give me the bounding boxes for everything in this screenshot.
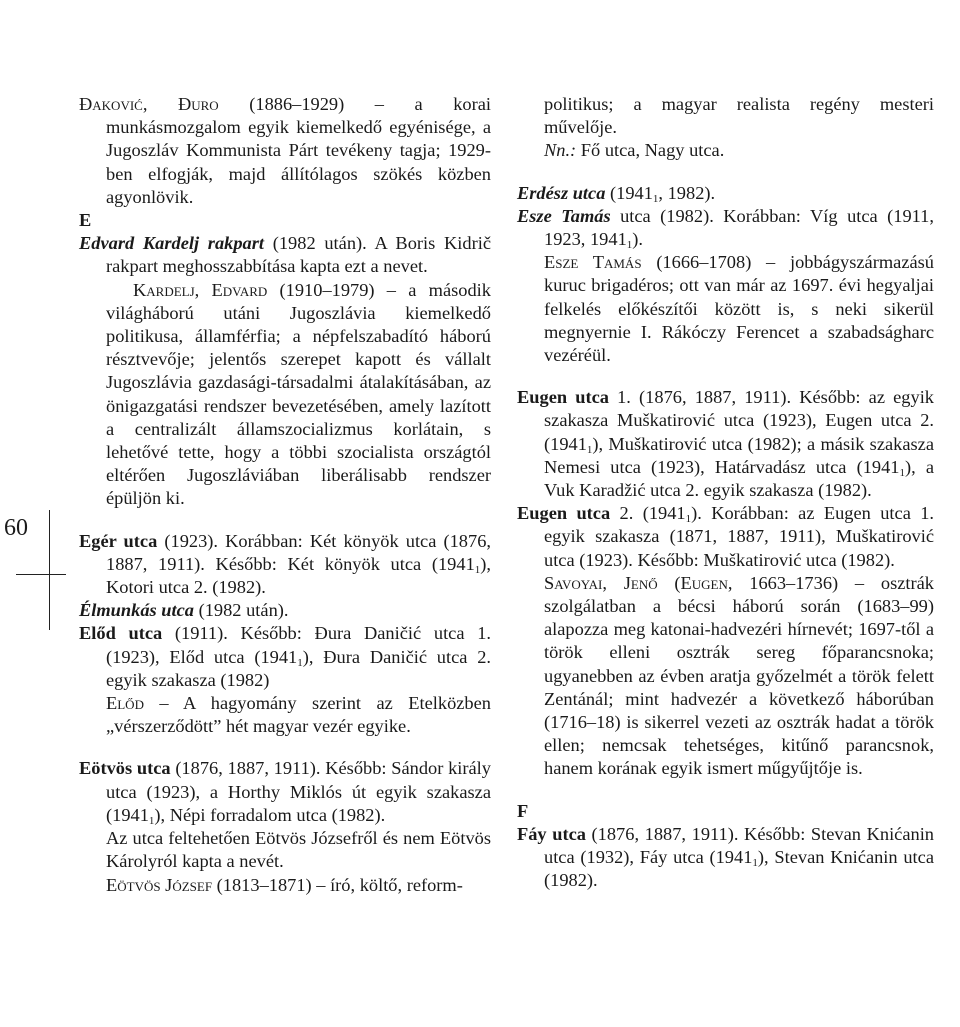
person-bio: – A hagyomány szerint az Etelközben „vérszerződött” hét magyar vezér egyike. [106,693,491,737]
street-history: (1911). Később: Đura Daničić utca 1. (1923), Előd utca (1941 [106,623,491,667]
entry-elmunkas [79,599,491,622]
street-title: Élmunkás utca [79,600,194,621]
page-number: 60 [4,515,28,541]
person-name: Előd [106,693,144,714]
subscript: 1 [899,466,905,479]
entry-edvard-kardelj [79,232,491,510]
street-history-mid: ), Muškatirović utca (1982); a másik szakasza Nemesi utca (1923), Határvadász utca (1941 [544,433,934,477]
nn-text: Fő utca, Nagy utca. [580,140,725,161]
street-title: Előd utca [79,623,163,644]
street-history-end: ). [632,229,643,250]
street-history: (1923). Korábban: Két könyök utca (1876, 1887, 1911). Később: Két könyök utca (1941 [106,530,491,574]
subscript: 1 [297,656,303,669]
person-bio: 1663–1736) – osztrák szolgálatban a bécsi háború során (1683–99) alapozza meg katonai-hadvezéri hírnevét; 1697-től a török elleni osztrák sereg főparancsnoka; ugyanebben az évben aratja győzelmét a török felett Zentánál; mint hadvezér a következő háborúban (1716–18) is sikerrel vezeti az osztrák hadat a török ellen; nemcsak tehetséges, kitűnő parancsnok, hanem korának egyik ismert műgyűjtője is. [544,572,934,779]
entry-esze-tamas [517,205,934,367]
street-title: Esze Tamás [517,205,611,226]
subscript: 1 [586,443,593,456]
left-column [79,93,491,897]
street-title: Egér utca [79,530,158,551]
person-name: Eötvös József [106,874,213,895]
person-name: Kardelj, Edvard [133,279,268,300]
street-title: Eötvös utca [79,758,171,779]
street-note: Az utca feltehetően Eötvös Józsefről és nem Eötvös Károlyról kapta a nevét. [106,828,491,872]
entry-eotvos-continued [517,93,934,163]
person-bio-continued: politikus; a magyar realista regény mesteri művelője. [544,94,934,138]
subscript: 1 [474,563,481,576]
street-history-end: ), Kotori utca 2. (1982). [106,553,491,598]
person-bio: (1886–1929) – a korai munkásmozgalom egyik kiemelkedő egyénisége, a Jugoszláv Kommunista Párt tevékeny tagja; 1929-ben elfogják, majd állítólagos szökés közben agyonlövik. [106,94,491,207]
street-history: (1876, 1887, 1911). Később: Stevan Knićanin utca (1932), Fáy utca (1941 [544,823,934,868]
entry-djurovic [79,93,491,209]
person-name: Savoyai, Jenő (Eugen, [544,572,733,593]
right-column [517,93,934,893]
person-bio: (1910–1979) – a második világháború utáni Jugoszlávia kiemelkedő politikusa, államférfia; a népfelszabadító háború résztvevője; jelentős szerepet kapott és vállalt Jugoszlávia gazdasági-társadalmi átalakításában, az önigazgatási rendszer bevezetésében, amely lazított a centralizált államszocializmus korlátain, s lehetővé tette, hogy a többi szocialista országtól eltérően Jugoszláviában liberálisabb rendszer épüljön ki. [106,279,491,509]
section-letter-f: F [517,800,529,821]
subscript: 1 [685,513,692,526]
street-history: (1876, 1887, 1911). Később: Sándor király utca (1923), a Horthy Miklós út egyik szakasza (1941 [106,758,491,825]
subscript: 1 [752,857,758,870]
street-years: (1982 után). [198,600,289,621]
street-title: Erdész utca [517,182,606,203]
street-history-end: ), a Vuk Karadžić utca 2. egyik szakasza (1982). [544,456,934,501]
street-history-end: ), Népi forradalom utca (1982). [154,804,386,825]
entry-elod [79,622,491,738]
street-title: Fáy utca [517,823,586,844]
street-note: A Boris Kidrič rakpart meghosszabbítása kapta ezt a nevet. [106,233,491,277]
street-history: (1941 [610,182,653,203]
street-title: Eugen utca [517,387,609,408]
street-history-end: , 1982). [658,182,716,203]
street-history-end: ), Stevan Knićanin utca (1982). [544,847,934,891]
entry-erdesz [517,182,934,205]
person-name: Esze Tamás [544,252,642,273]
subscript: 1 [148,814,155,827]
entry-eger [79,530,491,600]
street-years: (1982 után). [272,233,367,254]
street-history-end: ). Korábban: az Eugen utca 1. egyik szakasza (1871, 1887, 1911), Muškatirović utca (1923). Később: Muškatirović utca (1982). [544,503,935,570]
entry-eotvos [79,757,491,896]
subscript: 1 [626,239,633,252]
street-history: 1. (1876, 1887, 1911). Később: az egyik szakasza Muškatirović utca (1923), Eugen utca 2. (1941 [544,387,934,454]
street-history: 2. (1941 [619,503,686,524]
entry-fay [517,823,934,893]
person-bio: (1666–1708) – jobbágyszármazású kuruc brigadéros; ott van már az 1697. évi hegyaljai felkelés előkészítői között is, s neki sikerül megnyernie I. Rákóczy Ferencet a szabadságharc vezéréül. [544,252,934,366]
street-history: utca (1982). Korábban: Víg utca (1911, 1923, 1941 [544,205,934,250]
person-bio: (1813–1871) – író, költő, reform- [216,874,463,895]
street-title: Eugen utca [517,503,611,524]
crop-mark-vertical [49,510,50,630]
street-title: Edvard Kardelj rakpart [79,233,265,254]
street-history-end: ), Đura Daničić utca 2. egyik szakasza (1982) [106,646,491,690]
nn-label: Nn.: [544,140,577,161]
entry-eugen-2 [517,502,934,780]
entry-eugen-1 [517,386,934,502]
person-name: Đaković, Đuro [79,94,219,114]
subscript: 1 [652,192,659,205]
crop-mark-horizontal [16,574,66,575]
section-letter-e: E [79,210,92,231]
